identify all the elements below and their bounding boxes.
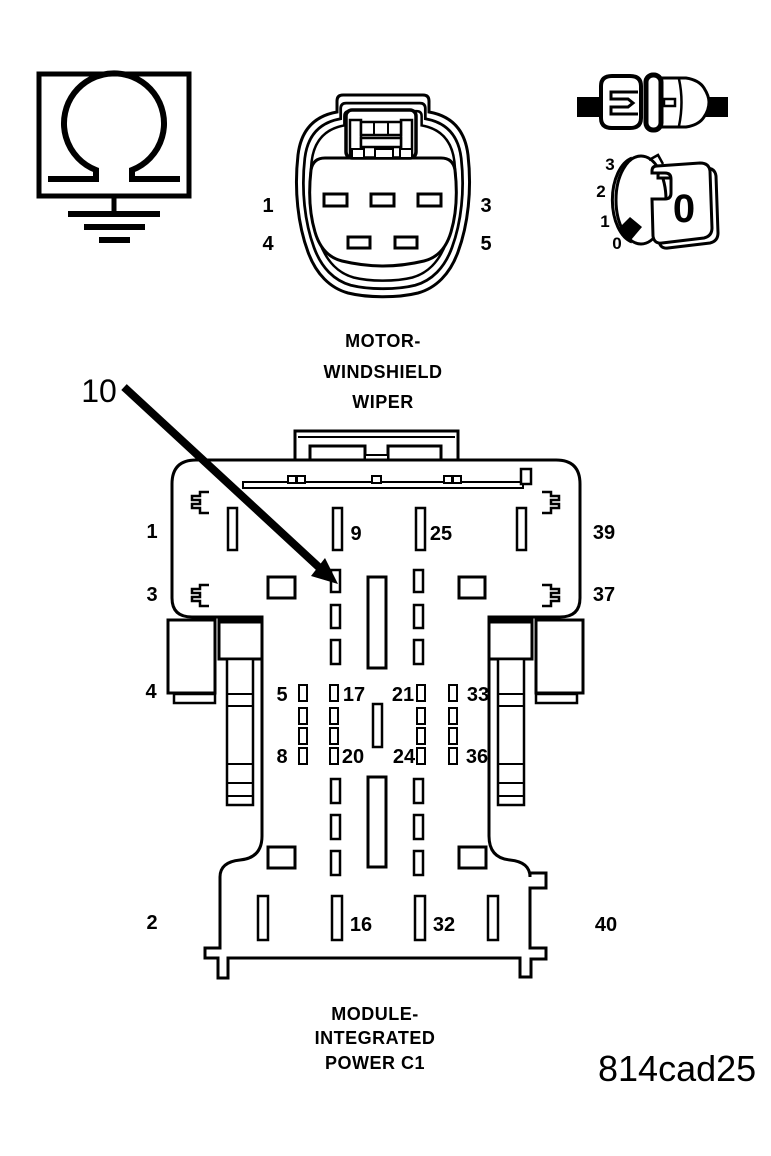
caption-line: INTEGRATED (314, 1028, 436, 1048)
module-pin-label: 1 (146, 521, 158, 543)
caption-line: POWER C1 (324, 1053, 426, 1073)
dial-position-label: 1 (600, 212, 610, 231)
dial-position-label: 2 (596, 182, 606, 201)
dial-face-label: 0 (672, 187, 696, 231)
module-pin-label: 20 (341, 746, 365, 768)
wiper-connector (262, 95, 491, 297)
module-pin-label: 2 (146, 912, 158, 934)
module-pin-label: 24 (392, 746, 416, 768)
dial-position-icon (596, 155, 718, 253)
dial-position-label: 0 (612, 234, 622, 253)
inline-connector-icon (577, 75, 728, 130)
caption-line: WINDSHIELD (323, 362, 443, 382)
wiper-pin-3 (418, 194, 441, 206)
wiper-cavity (310, 158, 457, 266)
wiper-pin-5 (395, 237, 417, 248)
module-pin-label: 33 (466, 684, 490, 706)
module-pin-label: 21 (391, 684, 415, 706)
module-pin-label: 39 (592, 522, 616, 544)
module-pin-label: 40 (594, 914, 618, 936)
module-connector-caption (315, 1004, 436, 1073)
module-right-wing (489, 619, 583, 805)
module-pin-label: 25 (429, 523, 453, 545)
module-pin-label: 17 (342, 684, 366, 706)
caption-line: MOTOR- (345, 331, 421, 351)
wiper-connector-caption (324, 331, 443, 412)
figure-id: 814cad25 (598, 1048, 757, 1089)
module-left-wing (168, 619, 262, 805)
wiper-pin-label: 1 (262, 195, 274, 217)
wiper-pin-4 (348, 237, 370, 248)
module-pin-label: 4 (145, 681, 157, 703)
module-pin-label: 16 (349, 914, 373, 936)
module-pin-label: 5 (276, 684, 288, 706)
module-pin-label: 32 (432, 914, 456, 936)
wiper-pin-1 (324, 194, 347, 206)
wiper-pin-label: 5 (480, 233, 492, 255)
module-pin-label: 37 (592, 584, 616, 606)
dial-position-label: 3 (605, 155, 615, 174)
module-pin-label: 8 (276, 746, 288, 768)
module-connector (145, 431, 617, 978)
wiper-pin-label: 4 (262, 233, 274, 255)
wiper-pin-2 (371, 194, 394, 206)
ground-symbol-icon (39, 73, 189, 240)
module-pin-label: 36 (465, 746, 489, 768)
module-pin-label: 3 (146, 584, 158, 606)
module-pin-label: 9 (350, 523, 362, 545)
callout-number: 10 (81, 373, 117, 409)
wiper-latch (346, 110, 416, 158)
wiper-pin-label: 3 (480, 195, 492, 217)
caption-line: MODULE- (331, 1004, 419, 1024)
caption-line: WIPER (352, 392, 414, 412)
